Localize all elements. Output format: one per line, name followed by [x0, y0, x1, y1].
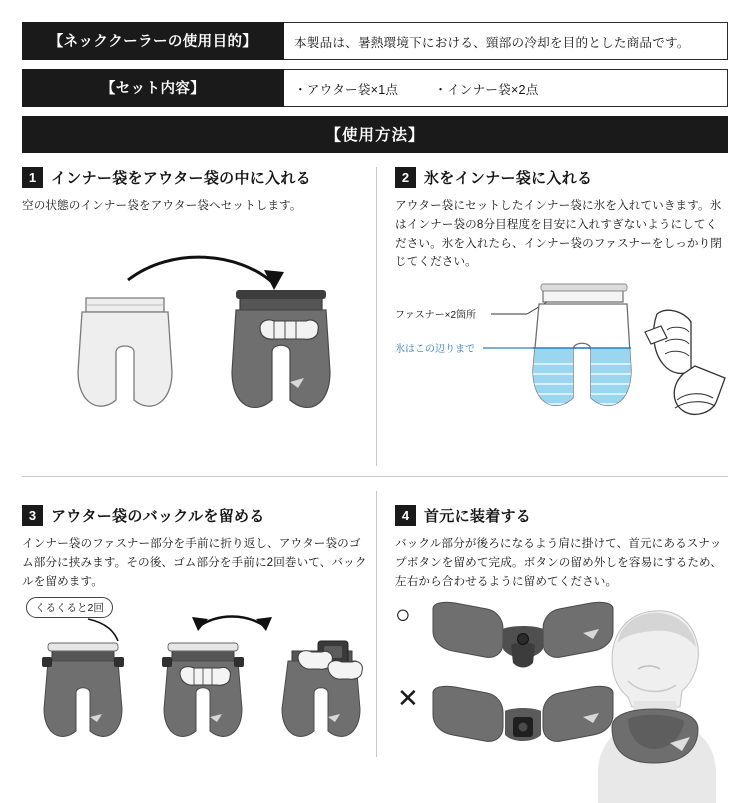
step-2-title: 氷をインナー袋に入れる — [424, 170, 593, 187]
step-3-head — [22, 505, 368, 526]
purpose-text: 本製品は、暑熱環境下における、頸部の冷却を目的とした商品です。 — [284, 22, 728, 60]
roll-callout: くるくると2回 — [26, 597, 113, 618]
step-4 — [376, 491, 728, 757]
ng-mark: ✕ — [397, 683, 419, 714]
set-contents-row — [22, 69, 728, 107]
step-3-number: 3 — [22, 505, 43, 526]
step-4-illustration — [395, 597, 722, 757]
step-2 — [376, 167, 728, 466]
purpose-row — [22, 22, 728, 60]
ice-level-callout: 氷はこの辺りまで — [395, 344, 475, 356]
steps-row-divider — [22, 476, 728, 477]
set-contents-text — [284, 69, 728, 107]
set-contents-item-inner: ・インナー袋×2点 — [434, 82, 539, 97]
set-contents-label: 【セット内容】 — [22, 69, 284, 107]
step-4-head — [395, 505, 722, 526]
step-3-illustration — [22, 597, 368, 747]
step-2-body: アウター袋にセットしたインナー袋に氷を入れていきます。氷はインナー袋の8分目程度を目安に入れすぎないようにしてください。氷を入れたら、インナー袋のファスナーをしっかり閉じてください。 — [395, 199, 722, 269]
step-1-illustration — [22, 222, 368, 418]
usage-banner: 【使用方法】 — [22, 116, 728, 153]
step-1-number: 1 — [22, 167, 43, 188]
steps-grid — [22, 167, 728, 757]
step-3-title: アウター袋のバックルを留める — [51, 508, 265, 526]
step-3-body: インナー袋のファスナー部分を手前に折り返し、アウター袋のゴム部分に挟みます。その後、ゴム部分を手前に2回巻いて、バックルを留めます。 — [22, 537, 367, 588]
step-2-number: 2 — [395, 167, 416, 188]
step-4-body: バックル部分が後ろになるよう肩に掛けて、首元にあるスナップボタンを留めて完成。ボタンの留め外しを容易にするため、左右から合わせるように留めてください。 — [395, 537, 722, 588]
zipper-callout: ファスナー×2箇所 — [395, 310, 477, 322]
step-1-head — [22, 167, 368, 188]
step-4-title: 首元に装着する — [424, 508, 532, 526]
step-2-head — [395, 167, 722, 188]
step-1-body: 空の状態のインナー袋をアウター袋へセットします。 — [22, 199, 302, 212]
set-contents-item-outer: ・アウター袋×1点 — [294, 82, 399, 97]
ok-mark: ○ — [395, 599, 411, 630]
purpose-label: 【ネッククーラーの使用目的】 — [22, 22, 284, 60]
step-1-title: インナー袋をアウター袋の中に入れる — [51, 170, 311, 187]
step-3 — [22, 491, 374, 757]
step-4-number: 4 — [395, 505, 416, 526]
step-2-illustration — [395, 278, 722, 466]
step-1 — [22, 167, 374, 466]
